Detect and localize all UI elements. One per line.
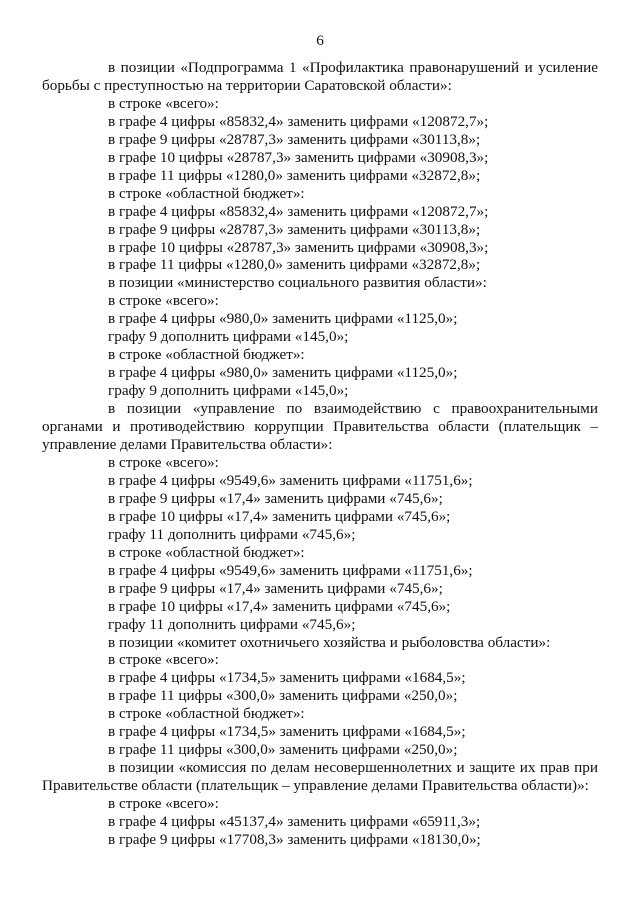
- text-line: в графе 4 цифры «980,0» заменить цифрами «1125,0»;: [108, 364, 458, 382]
- text-line: в графе 11 цифры «1280,0» заменить цифрами «32872,8»;: [108, 166, 481, 184]
- text-line: в строке «областной бюджет»:: [108, 346, 305, 364]
- text-line: в графе 11 цифры «1280,0» заменить цифрами «32872,8»;: [108, 256, 481, 274]
- text-line: в графе 4 цифры «85832,4» заменить цифрами «120872,7»;: [108, 202, 489, 220]
- text-line: в графе 10 цифры «28787,3» заменить цифрами «30908,3»;: [108, 238, 489, 256]
- text-line: в графе 10 цифры «17,4» заменить цифрами «745,6»;: [108, 597, 451, 615]
- text-line: графу 11 дополнить цифрами «745,6»;: [108, 525, 356, 543]
- text-line: графу 11 дополнить цифрами «745,6»;: [108, 615, 356, 633]
- document-body: [42, 59, 598, 849]
- text-line: в графе 9 цифры «17708,3» заменить цифрами «18130,0»;: [108, 830, 481, 848]
- text-line: в графе 4 цифры «9549,6» заменить цифрами «11751,6»;: [108, 471, 473, 489]
- text-line: в графе 4 цифры «45137,4» заменить цифрами «65911,3»;: [108, 813, 481, 831]
- page-number: 6: [316, 32, 324, 49]
- text-line: в графе 11 цифры «300,0» заменить цифрами «250,0»;: [108, 741, 458, 759]
- text-line: в строке «всего»:: [108, 453, 219, 471]
- text-line: в графе 9 цифры «28787,3» заменить цифрами «30113,8»;: [108, 220, 481, 238]
- text-line: в строке «областной бюджет»:: [108, 543, 305, 561]
- text-paragraph: в позиции «комиссия по делам несовершеннолетних и защите их прав при Правительстве области (плательщик – управление делами Правительства области)»:: [42, 759, 598, 795]
- text-line: графу 9 дополнить цифрами «145,0»;: [108, 382, 349, 400]
- text-line: в графе 9 цифры «17,4» заменить цифрами «745,6»;: [108, 489, 443, 507]
- text-line: в строке «всего»:: [108, 94, 219, 112]
- text-line: в графе 11 цифры «300,0» заменить цифрами «250,0»;: [108, 687, 458, 705]
- text-line: в строке «областной бюджет»:: [108, 184, 305, 202]
- text-paragraph: в позиции «Подпрограмма 1 «Профилактика правонарушений и усиление борьбы с преступностью на территории Саратовской области»:: [42, 59, 598, 94]
- text-line: в строке «областной бюджет»:: [108, 705, 305, 723]
- text-line: в графе 4 цифры «9549,6» заменить цифрами «11751,6»;: [108, 561, 473, 579]
- text-line: в графе 4 цифры «980,0» заменить цифрами «1125,0»;: [108, 310, 458, 328]
- text-line: в строке «всего»:: [108, 795, 219, 813]
- text-line: графу 9 дополнить цифрами «145,0»;: [108, 328, 349, 346]
- text-line: в графе 9 цифры «17,4» заменить цифрами «745,6»;: [108, 579, 443, 597]
- text-line: в позиции «комитет охотничьего хозяйства и рыболовства области»:: [108, 633, 551, 651]
- text-line: в графе 9 цифры «28787,3» заменить цифрами «30113,8»;: [108, 130, 481, 148]
- text-paragraph: в позиции «управление по взаимодействию с правоохранительными органами и противодействию коррупции Правительства области (плательщик – управление делами Правительства области»:: [42, 400, 598, 454]
- text-line: в графе 4 цифры «85832,4» заменить цифрами «120872,7»;: [108, 112, 489, 130]
- text-line: в графе 10 цифры «17,4» заменить цифрами «745,6»;: [108, 507, 451, 525]
- text-line: в графе 4 цифры «1734,5» заменить цифрами «1684,5»;: [108, 669, 466, 687]
- text-line: в строке «всего»:: [108, 292, 219, 310]
- text-line: в графе 4 цифры «1734,5» заменить цифрами «1684,5»;: [108, 723, 466, 741]
- text-line: в позиции «министерство социального развития области»:: [108, 274, 487, 292]
- text-line: в строке «всего»:: [108, 651, 219, 669]
- text-line: в графе 10 цифры «28787,3» заменить цифрами «30908,3»;: [108, 148, 489, 166]
